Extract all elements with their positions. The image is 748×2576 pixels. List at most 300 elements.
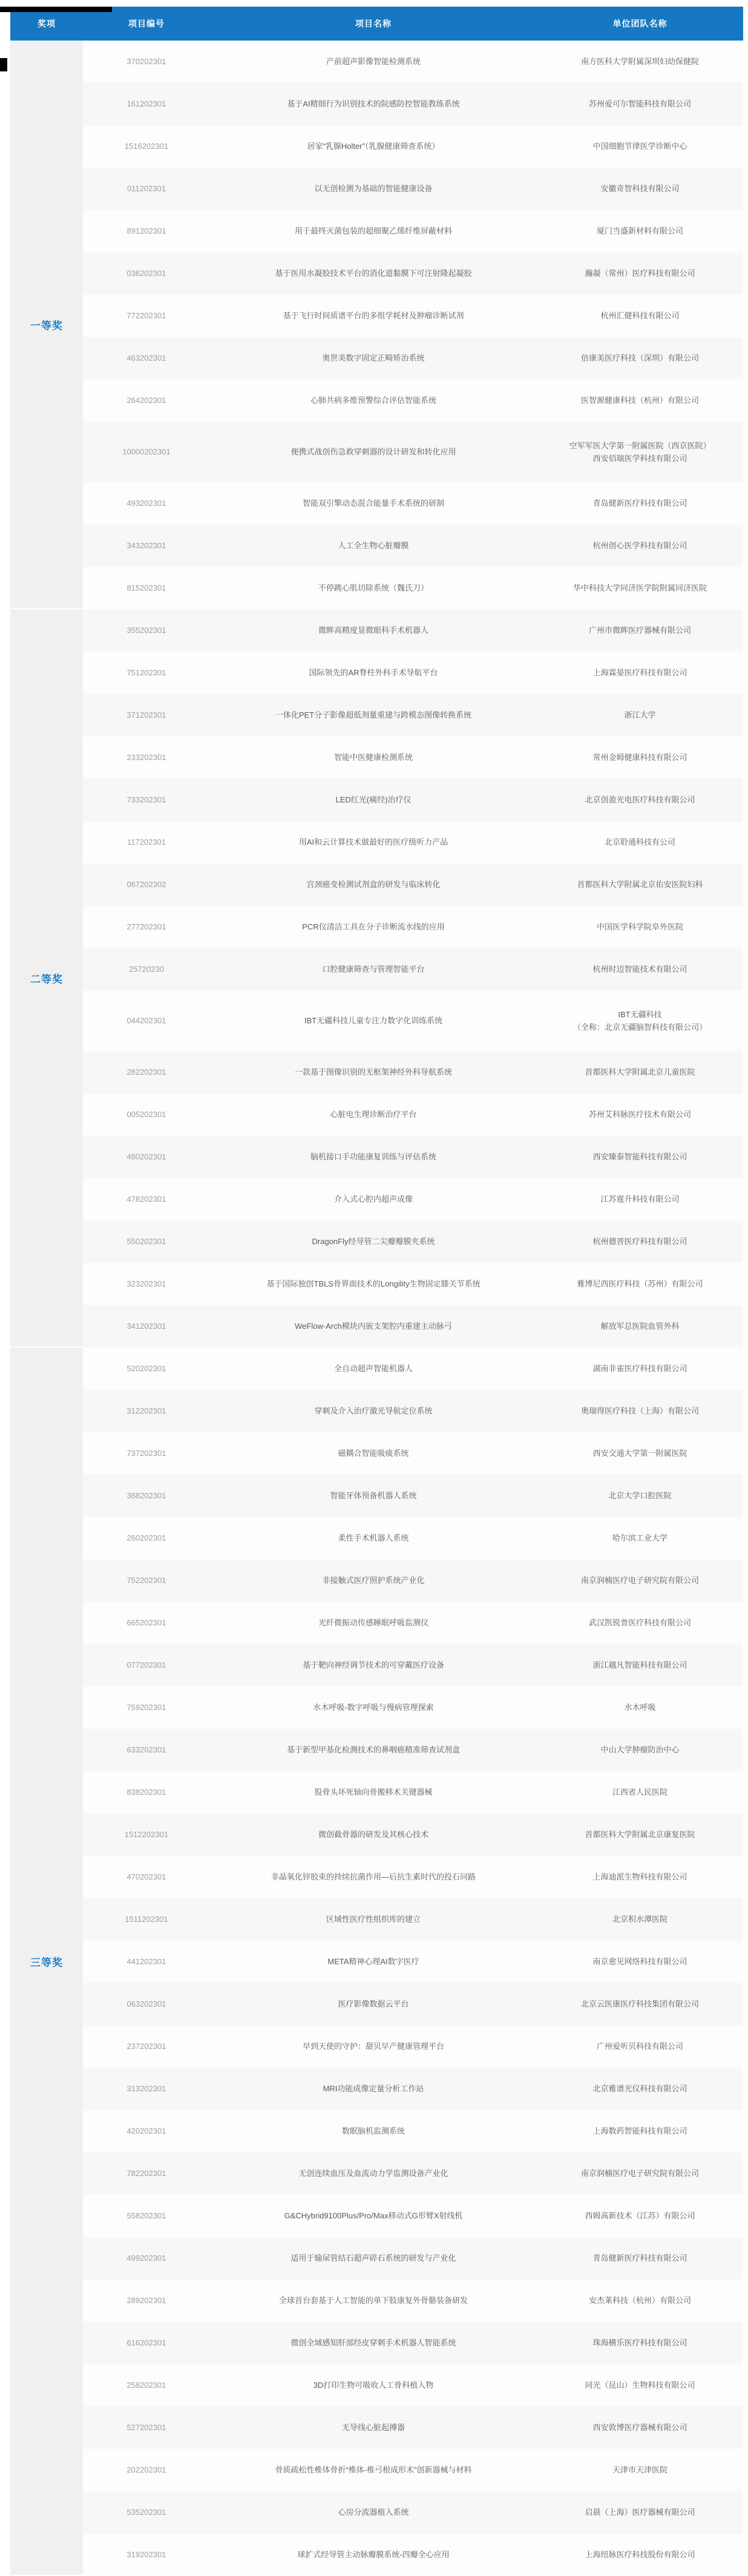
unit-name-cell: [537, 874, 743, 894]
unit-name-cell: [537, 1697, 743, 1717]
project-name-cell: 微眸高精度显微眼科手术机器人: [318, 626, 428, 635]
project-id-cell: 005202301: [126, 1110, 166, 1119]
table-row: [83, 779, 743, 821]
unit-name-line: 湖南非雀医疗科技有限公司: [592, 1364, 687, 1374]
unit-name-cell: [537, 2290, 743, 2310]
project-name-cell: 智能牙体预备机器人系统: [330, 1491, 417, 1501]
table-row: [83, 2025, 743, 2068]
project-id-cell: 616202301: [126, 2338, 166, 2348]
project-id-cell: 665202301: [126, 1618, 166, 1628]
section-rows: [83, 609, 743, 1348]
project-id-cell: 011202301: [126, 184, 166, 194]
project-name-cell: 宫颈癌变检测试剂盒的研发与临床转化: [306, 880, 441, 890]
unit-name-line: 上海霖晏医疗科技有限公司: [592, 668, 687, 678]
table-body: [10, 41, 743, 2576]
table-row: [83, 906, 743, 948]
table-row: [83, 41, 743, 83]
project-name-cell: 柔性手术机器人系统: [338, 1533, 409, 1543]
table-row: [83, 1602, 743, 1644]
unit-name-cell: [537, 1274, 743, 1294]
unit-name-cell: [537, 1062, 743, 1082]
project-name-cell: 以无创检测为基础的智能健康设备: [314, 184, 433, 194]
project-id-cell: 067202302: [126, 880, 166, 890]
project-id-cell: 077202301: [126, 1660, 166, 1670]
table-row: [83, 2195, 743, 2237]
awards-table: [10, 7, 743, 2576]
table-row: [83, 337, 743, 379]
project-id-cell: 558202301: [126, 2211, 166, 2221]
project-name-cell: MRI功能成像定量分析工作站: [323, 2084, 424, 2094]
project-name-cell: 用于最终灭菌包装的超细聚乙烯纤维屏蔽材料: [294, 226, 452, 236]
project-name-cell: 基于飞行时间质谱平台的多组学耗材及肿瘤诊断试剂: [283, 311, 464, 321]
unit-name-cell: [537, 1655, 743, 1675]
unit-name-cell: [537, 620, 743, 640]
table-row: [83, 2407, 743, 2449]
project-id-cell: 527202301: [126, 2423, 166, 2433]
project-name-cell: 全自动超声智能机器人: [333, 1364, 413, 1374]
table-row: [83, 1305, 743, 1348]
unit-name-cell: [537, 1824, 743, 1844]
table-row: [83, 736, 743, 779]
table-row: [83, 991, 743, 1051]
project-id-cell: 319202301: [126, 2550, 166, 2560]
unit-name-cell: [537, 1570, 743, 1590]
unit-name-cell: [537, 436, 743, 469]
project-name-cell: 基于靶向神经调节技术的可穿戴医疗设备: [302, 1660, 444, 1670]
unit-name-line: 首都医科大学附属北京儿童医院: [585, 1067, 695, 1077]
table-row: [83, 83, 743, 125]
table-row: [83, 1517, 743, 1559]
unit-name-line: 医智源健康科技（杭州）有限公司: [580, 396, 699, 405]
unit-name-line: 江西省人民医院: [612, 1788, 668, 1797]
unit-name-line: 上海数药智能科技有限公司: [592, 2126, 687, 2136]
project-name-cell: 介入式心腔内超声成像: [333, 1195, 413, 1204]
project-name-cell: 无导线心脏起搏器: [341, 2423, 405, 2433]
table-row: [83, 1983, 743, 2025]
table-row: [83, 525, 743, 567]
table-row: [83, 2110, 743, 2152]
unit-name-line: 青岛健新医疗科技有限公司: [592, 2253, 687, 2263]
unit-name-line: 天津市天津医院: [612, 2465, 668, 2475]
project-name-cell: 光纤微振动传感睡眠呼吸监测仪: [318, 1618, 428, 1628]
project-id-cell: 550202301: [126, 1237, 166, 1247]
project-id-cell: 751202301: [126, 668, 166, 678]
unit-name-cell: [537, 1231, 743, 1251]
project-name-cell: 微创全域感知肝部经皮穿刺手术机器人智能系统: [290, 2338, 456, 2348]
table-row: [83, 1941, 743, 1983]
project-name-cell: 心肺共病多维预警综合评估智能系统: [310, 396, 436, 405]
unit-name-cell: [537, 790, 743, 810]
project-name-cell: 基于AI精细行为识别技术的院感防控智能教练系统: [287, 99, 460, 109]
unit-name-line: 中国医学科学院阜外医院: [596, 922, 683, 932]
project-id-cell: 161202301: [126, 99, 166, 109]
unit-name-cell: [537, 94, 743, 114]
project-id-cell: 233202301: [126, 753, 166, 762]
project-id-cell: 044202301: [126, 1016, 166, 1026]
project-name-cell: 产前超声影像智能检测系统: [326, 57, 421, 67]
project-id-cell: 752202301: [126, 1576, 166, 1585]
project-name-cell: 球扩式经导管主动脉瓣膜系统-四瓣全心应用: [297, 2550, 450, 2560]
project-id-cell: 1512202301: [124, 1830, 169, 1840]
project-name-cell: 基于国际独创TBLS骨界面技术的Longility生物固定膝关节系统: [266, 1279, 481, 1289]
project-id-cell: 277202301: [126, 922, 166, 932]
table-row: [83, 1898, 743, 1941]
unit-name-line: 杭州汇健科技有限公司: [600, 311, 680, 321]
header-unit-name: 单位团队名称: [612, 19, 668, 28]
unit-name-line: 雅博尼西医疗科技（苏州）有限公司: [577, 1279, 703, 1289]
unit-name-line: 空军军医大学第一附属医院（西京医院）: [569, 441, 711, 450]
table-row: [83, 1263, 743, 1305]
project-name-cell: 微创截骨器的研发及其核心技术: [318, 1830, 428, 1840]
table-row: [83, 1390, 743, 1432]
table-row: [83, 652, 743, 694]
project-id-cell: 323202301: [126, 1279, 166, 1289]
unit-name-cell: [537, 493, 743, 513]
unit-name-cell: [537, 1782, 743, 1802]
award-section: [10, 609, 743, 1348]
project-name-cell: 心房分流器植入系统: [338, 2508, 409, 2517]
table-row: [83, 1729, 743, 1771]
project-id-cell: 891202301: [126, 226, 166, 236]
table-row: [83, 1432, 743, 1475]
project-name-cell: 3D打印生物可吸收人工骨科植入物: [313, 2381, 434, 2390]
table-row: [83, 379, 743, 422]
project-id-cell: 370202301: [126, 57, 166, 67]
project-name-cell: 适用于输尿管结石超声碎石系统的研发与产业化: [290, 2253, 456, 2263]
section-rows: [83, 1348, 743, 2576]
unit-name-line: 水木呼吸: [624, 1703, 656, 1712]
project-id-cell: 258202301: [126, 2381, 166, 2390]
table-row: [83, 1771, 743, 1814]
unit-name-line: 安杰莱科技（杭州）有限公司: [588, 2296, 691, 2306]
section-rows: [83, 41, 743, 609]
unit-name-line: 青岛健新医疗科技有限公司: [592, 499, 687, 508]
unit-name-line: 哈尔滨工业大学: [612, 1533, 668, 1543]
unit-name-line: 奥瑞得医疗科技（上海）有限公司: [580, 1406, 699, 1416]
unit-name-cell: [537, 1613, 743, 1633]
table-row: [83, 1814, 743, 1856]
header-project-name: 项目名称: [355, 19, 392, 28]
table-row: [83, 567, 743, 609]
unit-name-line: 南方医科大学附属深圳妇幼保健院: [580, 57, 699, 67]
table-row: [83, 2237, 743, 2279]
unit-name-cell: [537, 348, 743, 368]
project-id-cell: 260202301: [126, 1533, 166, 1543]
screenshot-edge-artifact-left: [0, 58, 7, 71]
project-id-cell: 371202301: [126, 710, 166, 720]
unit-name-cell: [537, 263, 743, 283]
unit-name-cell: [537, 578, 743, 598]
project-id-cell: 733202301: [126, 795, 166, 805]
project-id-cell: 737202301: [126, 1449, 166, 1458]
unit-name-line: 浙江大学: [624, 710, 656, 720]
table-row: [83, 168, 743, 210]
project-name-cell: 奥世美数字固定正畸矫治系统: [322, 353, 425, 363]
table-row: [83, 1093, 743, 1136]
project-id-cell: 633202301: [126, 1745, 166, 1755]
unit-name-cell: [537, 51, 743, 71]
table-row: [83, 295, 743, 337]
table-row: [83, 2152, 743, 2195]
unit-name-line: 南京愈见网络科技有限公司: [592, 1957, 687, 1967]
unit-name-line: 北京积水潭医院: [612, 1915, 668, 1924]
unit-name-cell: [537, 1147, 743, 1167]
unit-name-line: （全称：北京无疆脑智科技有限公司）: [572, 1023, 707, 1032]
unit-name-cell: [537, 1994, 743, 2014]
unit-name-cell: [537, 2163, 743, 2183]
table-row: [83, 821, 743, 864]
project-id-cell: 343202301: [126, 541, 166, 551]
unit-name-cell: [537, 2545, 743, 2565]
unit-name-cell: [537, 2079, 743, 2099]
award-tier-label: 一等奖: [10, 41, 83, 609]
unit-name-line: 首都医科大学附属北京康复医院: [585, 1830, 695, 1840]
project-id-cell: 1511202301: [125, 1915, 168, 1924]
project-id-cell: 478202301: [126, 1195, 166, 1204]
project-id-cell: 782202301: [126, 2169, 166, 2178]
project-id-cell: 313202301: [126, 2084, 166, 2094]
table-row: [83, 1644, 743, 1686]
table-row: [83, 1178, 743, 1221]
project-id-cell: 772202301: [126, 311, 166, 321]
unit-name-line: 首都医科大学附属北京佑安医院妇科: [577, 880, 703, 890]
unit-name-cell: [537, 1316, 743, 1336]
project-id-cell: 535202301: [126, 2508, 166, 2517]
unit-name-cell: [537, 663, 743, 683]
unit-name-line: 广州爱听贝科技有限公司: [596, 2042, 683, 2051]
table-row: [83, 1348, 743, 1390]
unit-name-cell: [537, 1486, 743, 1506]
unit-name-line: 西姆高新技术（江苏）有限公司: [585, 2211, 695, 2221]
project-name-cell: 口腔健康筛查与管理智能平台: [322, 965, 425, 974]
table-row: [83, 2449, 743, 2491]
project-name-cell: 智能双引擎动态混合能量手术系统的研制: [302, 499, 444, 508]
project-id-cell: 312202301: [126, 1406, 166, 1416]
project-name-cell: 股骨头坏死轴向骨搬移术关键器械: [314, 1788, 433, 1797]
project-name-cell: 国际领先的AR脊柱外科手术导航平台: [309, 668, 438, 678]
project-name-cell: DragonFly经导管二尖瓣瓣膜夹系统: [312, 1237, 435, 1247]
project-name-cell: 人工全生物心脏瓣膜: [338, 541, 409, 551]
project-id-cell: 289202301: [126, 2296, 166, 2306]
unit-name-line: 北京云医康医疗科技集团有限公司: [580, 1999, 699, 2009]
unit-name-line: 启晨（上海）医疗器械有限公司: [585, 2508, 695, 2517]
unit-name-line: 北京聆通科技有公司: [604, 837, 675, 847]
screenshot-edge-artifact-top: [0, 7, 112, 12]
table-row: [83, 2279, 743, 2322]
project-name-cell: 穿刺及介入治疗激光导航定位系统: [314, 1406, 433, 1416]
unit-name-line: 华中科技大学同济医学院附属同济医院: [572, 583, 707, 593]
project-name-cell: 一体化PET分子影像超低剂量重建与跨模态图像转换系统: [275, 710, 472, 720]
project-name-cell: 居家“乳腺Holter”（乳腺健康筛查系统）: [307, 142, 440, 151]
unit-name-cell: [537, 221, 743, 241]
unit-name-line: 杭州德晋医疗科技有限公司: [592, 1237, 687, 1247]
table-row: [83, 1136, 743, 1178]
project-name-cell: 磁耦合智能吸痰系统: [338, 1449, 409, 1458]
project-name-cell: 数眠脑机监测系统: [341, 2126, 405, 2136]
table-header-row: [10, 7, 743, 41]
unit-name-cell: [537, 1867, 743, 1887]
unit-name-cell: [537, 536, 743, 556]
table-row: [83, 1221, 743, 1263]
project-id-cell: 493202301: [126, 499, 166, 508]
unit-name-cell: [537, 2417, 743, 2437]
header-award: 奖项: [38, 19, 56, 28]
project-id-cell: 1516202301: [124, 142, 169, 151]
table-row: [83, 864, 743, 906]
project-id-cell: 25720230: [129, 965, 164, 974]
project-name-cell: LED红光(痛经)治疗仪: [335, 795, 412, 805]
unit-name-cell: [537, 1104, 743, 1124]
unit-name-cell: [537, 136, 743, 156]
table-row: [83, 482, 743, 525]
unit-name-line: 中国细胞节律医学诊断中心: [592, 142, 687, 151]
unit-name-line: 江苏霆升科技有限公司: [600, 1195, 680, 1204]
unit-name-cell: [537, 1952, 743, 1971]
unit-name-cell: [537, 959, 743, 979]
unit-name-line: 安徽奇智科技有限公司: [600, 184, 680, 194]
project-name-cell: 智能中医健康检测系统: [333, 753, 413, 762]
unit-name-cell: [537, 2248, 743, 2268]
award-tier-label: 三等奖: [10, 1348, 83, 2576]
unit-name-cell: [537, 747, 743, 767]
unit-name-line: 北京大学口腔医院: [608, 1491, 672, 1501]
unit-name-cell: [537, 2206, 743, 2226]
unit-name-line: 西安臻泰智能科技有限公司: [592, 1152, 687, 1162]
project-id-cell: 264202301: [126, 396, 166, 405]
project-name-cell: 水木呼吸-数字呼吸与慢病管理探索: [313, 1703, 434, 1712]
unit-name-line: 上海纽脉医疗科技股份有限公司: [585, 2550, 695, 2560]
project-name-cell: 一款基于图像识别的无框架神经外科导航系统: [294, 1067, 452, 1077]
project-name-cell: 不停跳心肌切除系统（魏氏刀）: [318, 583, 428, 593]
project-id-cell: 117202301: [126, 837, 166, 847]
award-section: [10, 41, 743, 609]
table-row: [83, 948, 743, 991]
unit-name-cell: [537, 1005, 743, 1038]
unit-name-line: 西安交通大学第一附属医院: [592, 1449, 687, 1458]
project-name-cell: 脑机接口手功能康复训练与评估系统: [310, 1152, 436, 1162]
table-row: [83, 2068, 743, 2110]
unit-name-line: 苏州艾科脉医疗技术有限公司: [588, 1110, 691, 1119]
unit-name-line: 浙江越凡智能科技有限公司: [592, 1660, 687, 1670]
unit-name-cell: [537, 390, 743, 410]
project-name-cell: 无创连续血压及血流动力学监测设备产业化: [298, 2169, 448, 2178]
project-id-cell: 420202301: [126, 2126, 166, 2136]
table-row: [83, 422, 743, 482]
unit-name-line: 倍康美医疗科技（深圳）有限公司: [580, 353, 699, 363]
unit-name-cell: [537, 2333, 743, 2353]
table-row: [83, 2491, 743, 2534]
unit-name-line: 杭州创心医学科技有限公司: [592, 541, 687, 551]
project-id-cell: 759202301: [126, 1703, 166, 1712]
project-name-cell: 全球首台套基于人工智能的单下肢康复外骨骼装备研发: [278, 2296, 468, 2306]
project-name-cell: 早到天使的守护：甜贝早产健康管理平台: [302, 2042, 444, 2051]
unit-name-line: 杭州时迈智能技术有限公司: [592, 965, 687, 974]
project-id-cell: 237202301: [126, 2042, 166, 2051]
project-id-cell: 815202301: [126, 583, 166, 593]
unit-name-cell: [537, 1189, 743, 1209]
project-id-cell: 470202301: [126, 1872, 166, 1882]
project-name-cell: 用AI和云计算技术做最好的医疗级听力产品: [298, 837, 448, 847]
project-name-cell: META精神心理AI数字医疗: [327, 1957, 419, 1967]
unit-name-line: 厦门当盛新材料有限公司: [596, 226, 683, 236]
project-id-cell: 480202301: [126, 1152, 166, 1162]
project-name-cell: 区域性医疗性组织库的建立: [326, 1915, 421, 1924]
unit-name-cell: [537, 1740, 743, 1760]
project-name-cell: G&CHybrid9100Plus/Pro/Max移动式G形臂X射线机: [284, 2211, 463, 2221]
unit-name-cell: [537, 705, 743, 725]
table-row: [83, 2322, 743, 2364]
project-id-cell: 388202301: [126, 1491, 166, 1501]
project-id-cell: 463202301: [126, 353, 166, 363]
unit-name-line: 瀚凝（常州）医疗科技有限公司: [585, 269, 695, 278]
project-name-cell: IBT无疆科技儿童专注力数字化训练系统: [304, 1016, 443, 1026]
table-row: [83, 1051, 743, 1093]
project-id-cell: 838202301: [126, 1788, 166, 1797]
unit-name-line: 北京雅谱光仪科技有限公司: [592, 2084, 687, 2094]
unit-name-cell: [537, 306, 743, 326]
unit-name-cell: [537, 1443, 743, 1463]
unit-name-cell: [537, 2121, 743, 2141]
unit-name-cell: [537, 2502, 743, 2522]
unit-name-line: 苏州爱可尔智能科技有限公司: [588, 99, 691, 109]
project-id-cell: 202202301: [126, 2465, 166, 2475]
project-id-cell: 036202301: [126, 269, 166, 278]
unit-name-line: 上海迪派生物科技有限公司: [592, 1872, 687, 1882]
unit-name-line: 常州金姆健康科技有限公司: [592, 753, 687, 762]
unit-name-line: 珠海横乐医疗科技有限公司: [592, 2338, 687, 2348]
table-row: [83, 252, 743, 295]
unit-name-cell: [537, 1909, 743, 1929]
unit-name-line: 同光（昆山）生物科技有限公司: [585, 2381, 695, 2390]
unit-name-line: 西安敦博医疗器械有限公司: [592, 2423, 687, 2433]
unit-name-line: 中山大学肿瘤防治中心: [600, 1745, 680, 1755]
project-id-cell: 282202301: [126, 1067, 166, 1077]
header-project-id: 项目编号: [128, 19, 165, 28]
project-name-cell: 非晶氧化锌胶束的持续抗菌作用—后抗生素时代的投石问路: [271, 1872, 476, 1882]
project-name-cell: 心脏电生理诊断治疗平台: [330, 1110, 417, 1119]
unit-name-cell: [537, 2036, 743, 2056]
unit-name-cell: [537, 1528, 743, 1548]
award-section: [10, 1348, 743, 2576]
table-row: [83, 1475, 743, 1517]
unit-name-cell: [537, 2460, 743, 2480]
unit-name-cell: [537, 917, 743, 937]
project-id-cell: 355202301: [126, 626, 166, 635]
project-id-cell: 341202301: [126, 1322, 166, 1331]
unit-name-line: 解放军总医院血管外科: [600, 1322, 680, 1331]
project-id-cell: 520202301: [126, 1364, 166, 1374]
table-row: [83, 2534, 743, 2576]
unit-name-cell: [537, 1358, 743, 1378]
unit-name-cell: [537, 832, 743, 852]
table-row: [83, 609, 743, 652]
unit-name-cell: [537, 1401, 743, 1421]
project-name-cell: 基于新型甲基化检测技术的鼻咽癌精准筛查试剂盒: [286, 1745, 460, 1755]
unit-name-line: 广州市微眸医疗器械有限公司: [588, 626, 691, 635]
table-row: [83, 1559, 743, 1602]
project-name-cell: PCR仪清洁工具在分子诊断流水线的应用: [302, 922, 445, 932]
project-id-cell: 441202301: [126, 1957, 166, 1967]
project-name-cell: 基于医用水凝胶技术平台的消化道黏膜下可注射隆起凝胶: [275, 269, 472, 278]
unit-name-line: 西安佰瑞医学科技有限公司: [592, 454, 687, 463]
unit-name-cell: [537, 2375, 743, 2395]
table-row: [83, 1686, 743, 1729]
unit-name-line: 武汉凯锐普医疗科技有限公司: [588, 1618, 691, 1628]
unit-name-line: 南京润楠医疗电子研究院有限公司: [580, 2169, 699, 2178]
table-row: [83, 125, 743, 168]
unit-name-line: 北京创盈光电医疗科技有限公司: [585, 795, 695, 805]
project-name-cell: 便携式战创伤急救穿刺器的设计研发和转化应用: [290, 447, 456, 457]
